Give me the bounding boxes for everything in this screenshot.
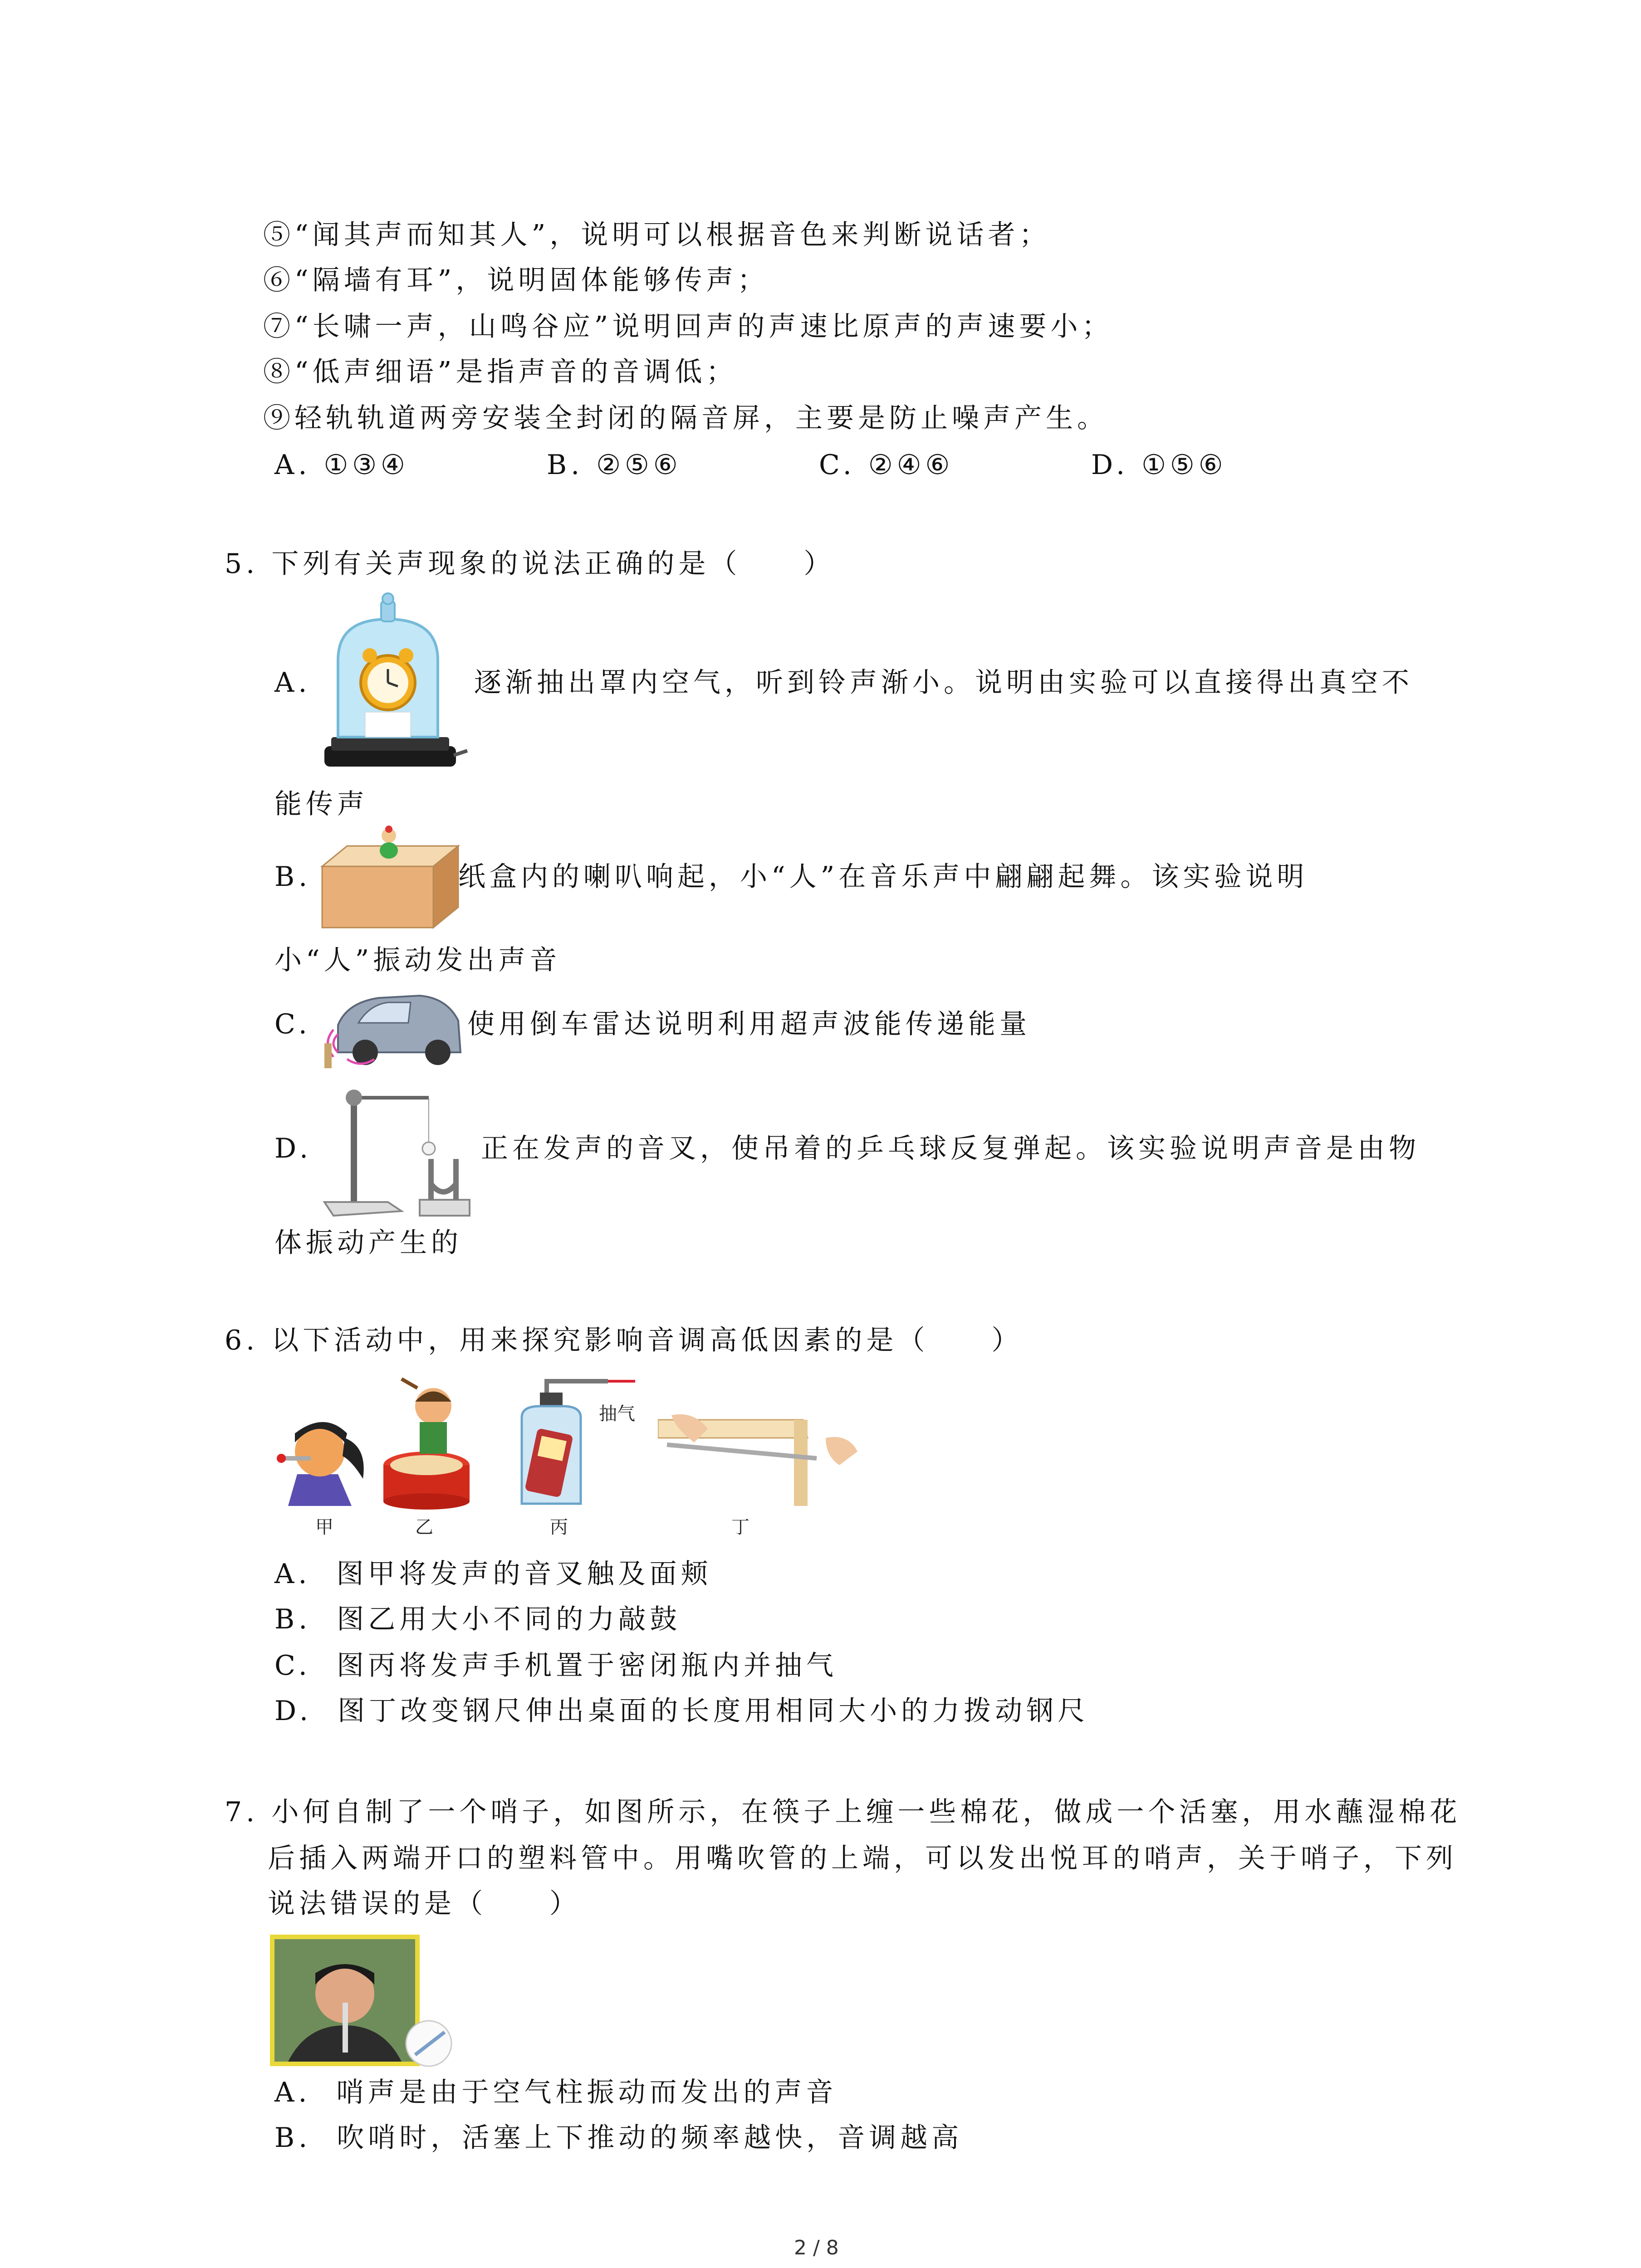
q4-statement-6: ⑥“隔墙有耳”，说明固体能够传声； (263, 264, 769, 296)
q6-stem: 6. 以下活动中，用来探究影响音调高低因素的是（ ） (225, 1325, 1023, 1356)
label-bing: 丙 (550, 1517, 568, 1538)
q7-stem-line2: 后插入两端开口的塑料管中。用嘴吹管的上端，可以发出悦耳的哨声，关于哨子，下列 (268, 1843, 1457, 1874)
figure-ding (658, 1411, 862, 1506)
q4-option-c: C. ②④⑥ (819, 449, 954, 481)
q4-statement-9: ⑨轻轨轨道两旁安装全封闭的隔音屏，主要是防止噪声产生。 (263, 402, 1108, 434)
q5-option-b-text-cont: 小“人”振动发出声音 (274, 944, 561, 976)
q5-stem: 5. 下列有关声现象的说法正确的是（ ） (225, 548, 835, 580)
whistle-boy-figure (270, 1935, 460, 2071)
q5-option-b-label: B. (274, 861, 312, 893)
q5-option-a-label: A. (274, 667, 311, 699)
q5-option-d-text: 正在发声的音叉，使吊着的乒乓球反复弹起。该实验说明声音是由物 (481, 1133, 1420, 1164)
q6-option-d: D. 图丁改变钢尺伸出桌面的长度用相同大小的力拨动钢尺 (274, 1695, 1089, 1727)
q4-option-d: D. ①⑤⑥ (1091, 449, 1227, 481)
q5-option-a-text-cont: 能传声 (274, 788, 368, 820)
car-radar-figure (320, 984, 465, 1070)
q7-option-a: A. 哨声是由于空气柱振动而发出的声音 (274, 2077, 838, 2108)
q5-option-c-text: 使用倒车雷达说明利用超声波能传递能量 (467, 1008, 1031, 1040)
q5-option-d-text-cont: 体振动产生的 (274, 1227, 462, 1259)
figure-jia (270, 1406, 374, 1510)
figure-bing (499, 1377, 640, 1513)
q7-option-b: B. 吹哨时，活塞上下推动的频率越快，音调越高 (274, 2122, 963, 2154)
q4-option-b: B. ②⑤⑥ (547, 449, 682, 481)
page-number: 2 / 8 (794, 2236, 839, 2259)
q7-stem-line3: 说法错误的是（ ） (268, 1888, 581, 1920)
bell-jar-figure (320, 592, 470, 773)
q5-option-a-text: 逐渐抽出罩内空气，听到铃声渐小。说明由实验可以直接得出真空不 (474, 667, 1413, 699)
q6-option-b: B. 图乙用大小不同的力敲鼓 (274, 1603, 681, 1635)
q4-statement-5: ⑤“闻其声而知其人”，说明可以根据音色来判断说话者； (263, 219, 1051, 251)
q4-option-a: A. ①③④ (274, 449, 409, 481)
q7-stem-line1: 7. 小何自制了一个哨子，如图所示，在筷子上缠一些棉花，做成一个活塞，用水蘸湿棉花 (225, 1796, 1461, 1828)
tuning-fork-figure (320, 1075, 474, 1225)
q5-option-c-label: C. (274, 1008, 311, 1040)
q6-option-a: A. 图甲将发声的音叉触及面颊 (274, 1558, 712, 1590)
figure-yi (374, 1374, 479, 1510)
label-yi: 乙 (415, 1517, 433, 1538)
q5-option-b-text: 纸盒内的喇叭响起，小“人”在音乐声中翩翩起舞。该实验说明 (458, 861, 1308, 893)
pump-label: 抽气 (599, 1403, 635, 1424)
label-jia: 甲 (315, 1517, 333, 1538)
q4-statement-7: ⑦“长啸一声，山鸣谷应”说明回声的声速比原声的声速要小； (263, 311, 1113, 342)
q4-statement-8: ⑧“低声细语”是指声音的音调低； (263, 356, 738, 388)
q6-option-c: C. 图丙将发声手机置于密闭瓶内并抽气 (274, 1650, 838, 1681)
paper-box-figure (320, 826, 460, 930)
q5-option-d-label: D. (274, 1133, 313, 1164)
label-ding: 丁 (731, 1517, 749, 1538)
